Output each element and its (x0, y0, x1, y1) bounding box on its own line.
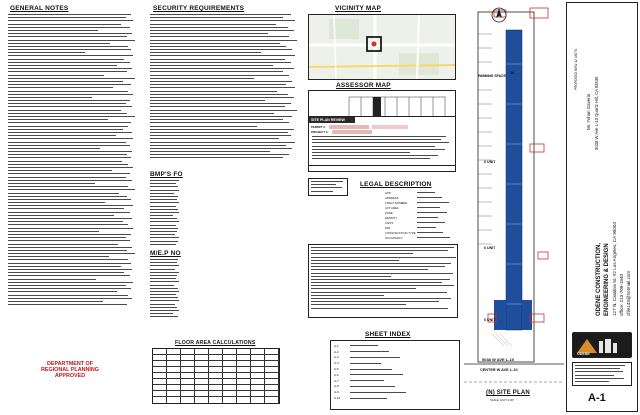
permit-label: PERMIT #: (311, 125, 326, 129)
bmps-heading: BMP'S FO (150, 171, 183, 178)
unit-label-2: 6 UNIT (484, 246, 496, 250)
sheet-number: A-1 (588, 392, 606, 404)
legal-row-value (417, 192, 435, 193)
legal-description-heading: LEGAL DESCRIPTION (360, 181, 432, 188)
sheet-index-title (350, 369, 392, 370)
sheet-index-code: A-8 (334, 384, 339, 389)
owner-name-vertical: Mr. Yohan Gaveria (586, 93, 591, 130)
security-requirements-text (150, 14, 298, 164)
legal-description-table (385, 190, 457, 244)
permit-number-field (329, 125, 369, 129)
sheet-index-code: A-10 (334, 396, 341, 401)
agency-approval-box (308, 178, 348, 196)
street-address-label: 5038 W AVE L-10 (482, 357, 515, 362)
sheet-index-title (350, 392, 406, 393)
parking-space-label: PARKING SPACE (478, 74, 506, 78)
bmps-text (150, 180, 180, 248)
company-line-5: cfile143@hotmail.com (626, 270, 631, 316)
legal-row-value (417, 217, 438, 218)
vicinity-map (308, 14, 456, 80)
company-line-1: ODENE CONSTRUCTION, (596, 242, 602, 316)
sheet-index-title (350, 363, 381, 364)
legal-row-label: TRACT NUMBER (385, 200, 408, 205)
legal-row-value (417, 202, 449, 203)
project-number-field (332, 130, 372, 134)
company-line-4: office: 213-709-1940 (619, 273, 624, 316)
floor-area-table (152, 348, 280, 404)
sheet-index-row (334, 395, 456, 401)
legal-row-value (417, 237, 450, 238)
site-plan-drawing (464, 4, 564, 408)
project-label: PROJECT #: (311, 130, 329, 134)
assessor-map-heading: ASSESSOR MAP (336, 82, 391, 89)
approval-stamp (30, 361, 110, 379)
sheet-index-title (350, 357, 400, 358)
sheet-index-code: A-9 (334, 390, 339, 395)
legal-row-value (417, 212, 447, 213)
legal-row-label: APN (385, 190, 391, 195)
mep-notes-text (150, 259, 180, 321)
permit-status-field (372, 125, 408, 129)
security-requirements-heading: SECURITY REQUIREMENTS (153, 5, 245, 12)
company-logo-icon (572, 332, 632, 358)
sheet-index-code: A-3 (334, 355, 339, 360)
mep-notes-heading: M/E.P NO (150, 250, 181, 257)
legal-row-label: ZONE (385, 210, 393, 215)
site-plan-title: (N) SITE PLAN (486, 390, 530, 396)
sheet-index-code: A-6 (334, 372, 339, 377)
sheet-index-code: A-1 (334, 343, 339, 348)
project-label-vertical: PROPOSED NEW 12 UNITS (574, 48, 578, 90)
sheet-index-table (330, 340, 460, 410)
vicinity-map-graphic (309, 15, 456, 80)
legal-row (385, 235, 457, 240)
parking-count: 16 (510, 70, 515, 75)
legal-row-value (417, 227, 436, 228)
legal-row-label: OCCUPANCY (385, 235, 403, 240)
floor-area-heading: FLOOR AREA CALCULATIONS (175, 340, 256, 346)
street-centerline-label: CENTER W AVE L-10 (480, 368, 518, 372)
legal-row-value (417, 222, 445, 223)
general-notes-text (8, 14, 136, 314)
site-plan-frame (464, 4, 564, 408)
sheet-index-code: A-5 (334, 367, 339, 372)
sheet-index-code: A-4 (334, 361, 339, 366)
unit-label-1: 6 UNIT (484, 160, 496, 164)
vicinity-map-heading: VICINITY MAP (335, 5, 381, 12)
legal-row-label: ADDRESS (385, 195, 399, 200)
sheet-index-code: A-2 (334, 349, 339, 354)
sheet-index-title (350, 345, 378, 346)
legal-row-label: LOT AREA (385, 205, 399, 210)
approval-line-1: DEPARTMENT OF (46, 361, 94, 367)
unit-label-3: 6 UNIT (484, 318, 496, 322)
sheet-index-title (350, 351, 389, 352)
site-plan-scale: SCALE: 1/16"=1'-00" (490, 399, 515, 402)
site-plan-review-stamp (308, 116, 456, 166)
project-address-vertical: 5038 W Ave L-10 Quartz Hill, CA 93536 (594, 76, 599, 150)
sheet-index-title (350, 380, 384, 381)
sheet-index-code: A-7 (334, 378, 339, 383)
location-pin-icon (372, 42, 377, 47)
sheet-index-heading: SHEET INDEX (365, 331, 411, 338)
legal-row-label: CONSTRUCTION TYPE (385, 230, 416, 235)
company-line-2: ENGINEERING & DESIGN (604, 243, 610, 316)
legal-row-label: UNITS (385, 220, 394, 225)
legal-row-label: DENSITY (385, 215, 398, 220)
site-plan-review-title: SITE PLAN REVIEW (309, 117, 355, 123)
legal-row-label: FAR (385, 225, 391, 230)
project-description-block (308, 244, 458, 318)
sheet-index-title (350, 398, 387, 399)
approval-line-2: REGIONAL PLANNING APPROVED (40, 367, 99, 379)
legal-row-value (417, 232, 443, 233)
company-line-3: 127 N. Catalina St. #2 Los Angeles, CA 90004 (612, 222, 617, 316)
sheet-index-title (350, 386, 395, 387)
revision-table (572, 362, 632, 386)
sheet-index-title (350, 374, 403, 375)
general-notes-heading: GENERAL NOTES (10, 5, 69, 12)
legal-row-value (417, 207, 440, 208)
legal-row-value (417, 197, 442, 198)
north-arrow-icon (490, 6, 508, 29)
logo-text: ODENE (577, 352, 590, 356)
